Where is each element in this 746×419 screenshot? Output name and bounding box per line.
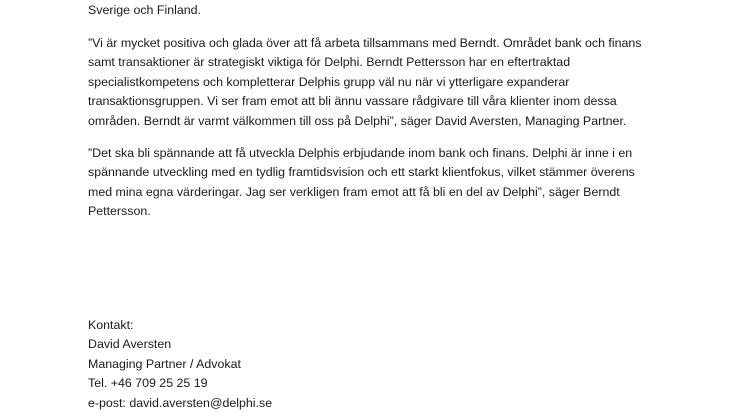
text-line: med mina egna värderingar. Jag ser verkligen fram emot att få bli en del av Delphi”, säger Berndt xyxy=(88,184,620,199)
contact-heading: Kontakt: xyxy=(88,318,134,332)
text-line: spännande utveckling med en tydlig framtidsvision och ett starkt klientfokus, vilket stämmer överens xyxy=(88,165,635,180)
text-line: ”Vi är mycket positiva och glada över att få arbeta tillsammans med Berndt. Området bank och finans xyxy=(88,36,642,50)
contact-name: David Aversten xyxy=(88,337,172,352)
text-line: Sverige och Finland. xyxy=(88,3,201,17)
quote-paragraph-berndt xyxy=(88,144,728,222)
text-line: transaktionsgruppen. Vi ser fram emot att bli ännu vassare rådgivare till våra klienter inom dessa xyxy=(88,94,617,109)
quote-paragraph-david xyxy=(88,34,728,131)
text-line: ”Det ska bli spännande att få utveckla Delphis erbjudande inom bank och finans. Delphi är inne i en xyxy=(88,146,633,160)
contact-phone: Tel. +46 709 25 25 19 xyxy=(88,376,208,391)
text-line: områden. Berndt är varmt välkommen till oss på Delphi”, säger David Aversten, Managing Partner. xyxy=(88,113,627,128)
contact-email: e-post: david.aversten@delphi.se xyxy=(88,395,273,410)
intro-paragraph-tail xyxy=(88,1,728,20)
text-line: samt transaktioner är strategiskt viktiga för Delphi. Berndt Pettersson har en eftertraktad xyxy=(88,55,571,70)
contact-block xyxy=(88,316,272,413)
contact-role: Managing Partner / Advokat xyxy=(88,356,241,371)
text-line: specialistkompetens och kompletterar Delphis grupp väl nu när vi ytterligare expanderar xyxy=(88,74,570,89)
text-line: Pettersson. xyxy=(88,204,151,219)
